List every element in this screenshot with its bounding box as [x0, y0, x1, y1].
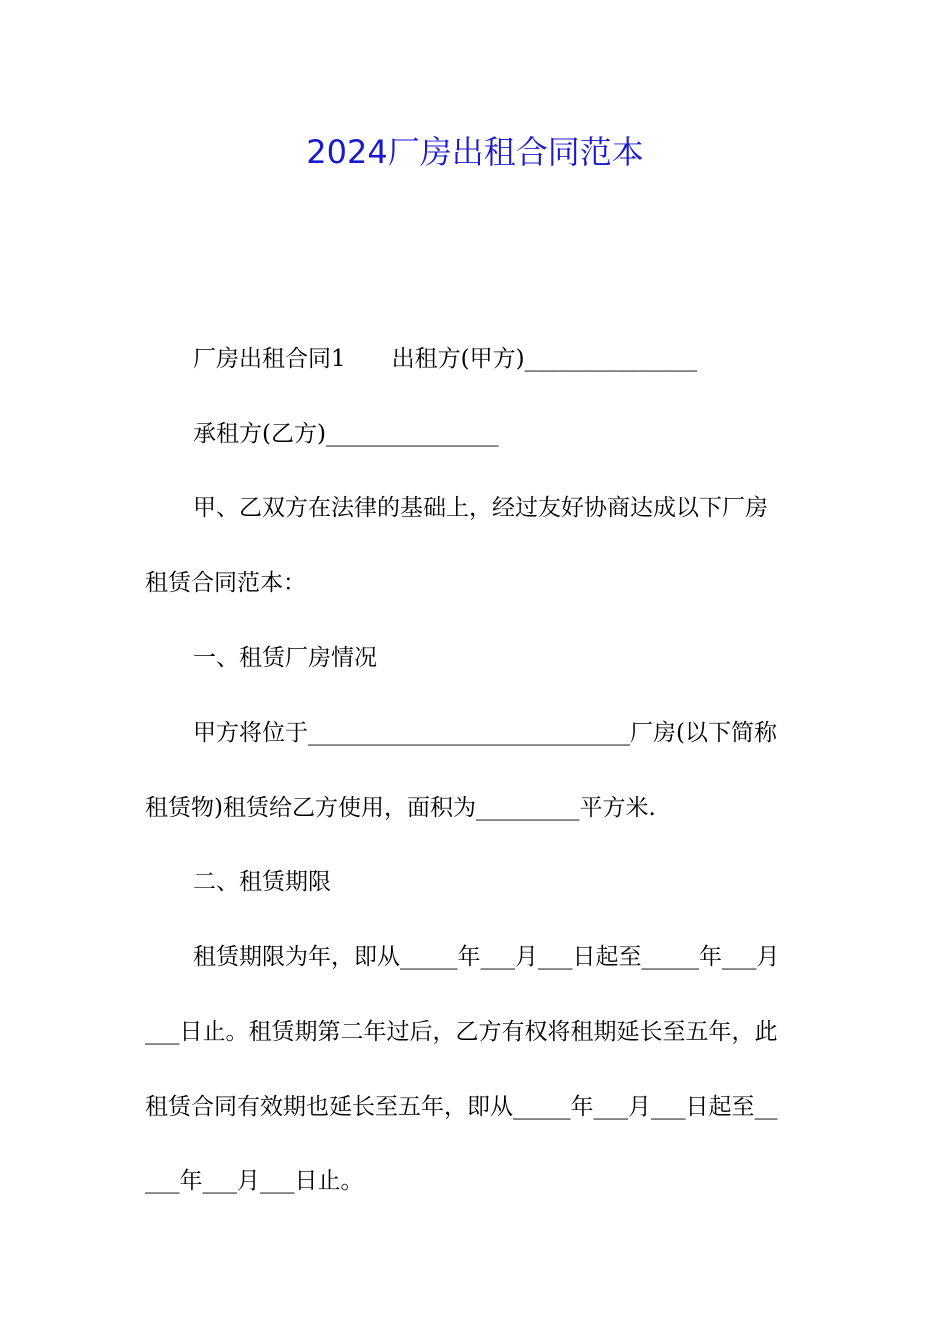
- contract-heading-lessor-line: 厂房出租合同1 出租方(甲方)_______________: [193, 346, 698, 372]
- section-2-text-line-3: 租赁合同有效期也延长至五年，即从_____年___月___日起至__: [145, 1094, 778, 1120]
- section-2-text-line-1: 租赁期限为年，即从_____年___月___日起至_____年___月: [193, 944, 780, 970]
- section-1-heading: 一、租赁厂房情况: [193, 645, 377, 671]
- preamble-line-1: 甲、乙双方在法律的基础上，经过友好协商达成以下厂房: [193, 495, 768, 521]
- document-title: 2024厂房出租合同范本: [306, 133, 644, 171]
- preamble-line-2: 租赁合同范本：: [145, 570, 306, 596]
- section-2-text-line-4: ___年___月___日止。: [145, 1168, 364, 1194]
- section-1-text-line-1: 甲方将位于____________________________厂房(以下简称: [193, 720, 777, 746]
- section-2-heading: 二、租赁期限: [193, 869, 331, 895]
- lessee-line: 承租方(乙方)_______________: [193, 421, 499, 447]
- section-1-text-line-2: 租赁物)租赁给乙方使用，面积为_________平方米.: [145, 795, 656, 821]
- section-2-text-line-2: ___日止。租赁期第二年过后，乙方有权将租期延长至五年，此: [145, 1019, 778, 1045]
